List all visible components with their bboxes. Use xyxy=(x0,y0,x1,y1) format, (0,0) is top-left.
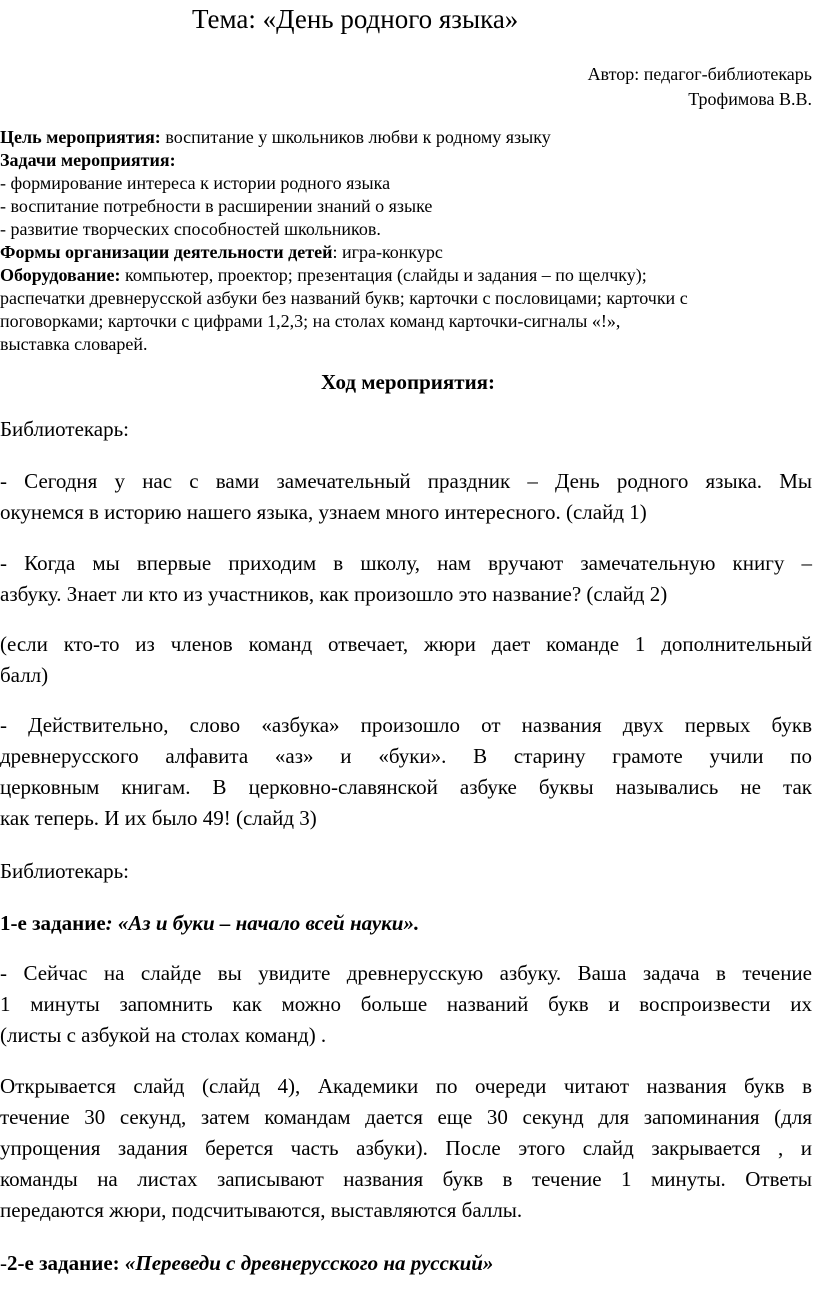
paragraph-line: балл) xyxy=(0,663,49,687)
equipment-line xyxy=(0,264,812,287)
author-block xyxy=(588,62,812,112)
equipment-text: компьютер, проектор; презентация (слайды и задания – по щелчку); xyxy=(120,265,647,285)
task-item: - воспитание потребности в расширении знаний о языке xyxy=(0,196,433,216)
task-heading-title: : «Аз и буки – начало всей науки». xyxy=(105,911,420,935)
speaker-label-text: Библиотекарь: xyxy=(0,859,130,883)
paragraph-line: окунемся в историю нашего языка, узнаем много интересного. (слайд 1) xyxy=(0,500,647,524)
equipment-line: поговорками; карточки с цифрами 1,2,3; на столах команд карточки-сигналы «!», xyxy=(0,311,621,331)
paragraph-line: (листы с азбукой на столах команд) . xyxy=(0,1023,327,1047)
paragraph-line: древнерусского алфавита «аз» и «буки». В старину грамоте учили по xyxy=(0,744,812,768)
paragraph xyxy=(0,1071,812,1226)
equipment-label: Оборудование: xyxy=(0,265,121,285)
paragraph-line: - Сегодня у нас с вами замечательный праздник – День родного языка. Мы xyxy=(0,469,812,493)
speaker-label xyxy=(0,414,812,445)
tasks-label xyxy=(0,149,812,172)
paragraph-line: как теперь. И их было 49! (слайд 3) xyxy=(0,806,317,830)
author-role: Автор: педагог-библиотекарь xyxy=(587,64,812,84)
task-item: - формирование интереса к истории родного языка xyxy=(0,173,391,193)
paragraph-line: азбуку. Знает ли кто из участников, как произошло это название? (слайд 2) xyxy=(0,582,668,606)
paragraph xyxy=(0,710,812,834)
speaker-label xyxy=(0,856,812,887)
paragraph-line: 1 минуты запомнить как можно больше названий букв и воспроизвести их xyxy=(0,992,812,1016)
paragraph xyxy=(0,466,812,528)
goal-label: Цель мероприятия: xyxy=(0,127,161,147)
equipment-line: выставка словарей. xyxy=(0,334,148,354)
forms-label: Формы организации деятельности детей xyxy=(0,242,333,262)
task-heading-label: 1-е задание xyxy=(0,911,106,935)
paragraph-line: команды на листах записывают названия букв в течение 1 минуты. Ответы xyxy=(0,1167,812,1191)
course-heading: Ход мероприятия: xyxy=(320,370,496,394)
paragraph-line: Открывается слайд (слайд 4), Академики по очереди читают названия букв в xyxy=(0,1074,812,1098)
paragraph-line: - Когда мы впервые приходим в школу, нам вручают замечательную книгу – xyxy=(0,551,812,575)
task-heading-title: «Переведи с древнерусского на русский» xyxy=(119,1251,494,1275)
paragraph-line: (если кто-то из членов команд отвечает, жюри дает команде 1 дополнительный xyxy=(0,632,812,656)
event-meta xyxy=(0,126,812,356)
paragraph xyxy=(0,958,812,1051)
speaker-label-text: Библиотекарь: xyxy=(0,417,130,441)
task-item: - развитие творческих способностей школьников. xyxy=(0,219,381,239)
task-heading-prefix: - xyxy=(0,1251,7,1275)
author-name: Трофимова В.В. xyxy=(688,89,812,109)
paragraph xyxy=(0,548,812,610)
paragraph-line: течение 30 секунд, затем командам дается еще 30 секунд для запоминания (для xyxy=(0,1105,812,1129)
goal-text: воспитание у школьников любви к родному языку xyxy=(160,127,551,147)
paragraph-line: упрощения задания берется часть азбуки). После этого слайд закрывается , и xyxy=(0,1136,812,1160)
task-heading-label: 2-е задание: xyxy=(7,1251,120,1275)
paragraph-line: - Сейчас на слайде вы увидите древнерусскую азбуку. Ваша задача в течение xyxy=(0,961,812,985)
forms-text: : игра-конкурс xyxy=(332,242,443,262)
paragraph-line: - Действительно, слово «азбука» произошло от названия двух первых букв xyxy=(0,713,812,737)
paragraph xyxy=(0,629,812,691)
tasks-label-text: Задачи мероприятия: xyxy=(0,150,176,170)
task-heading xyxy=(0,1248,812,1279)
document-title: Тема: «День родного языка» xyxy=(192,4,519,34)
equipment-line: распечатки древнерусской азбуки без названий букв; карточки с пословицами; карточки с xyxy=(0,288,688,308)
task-heading xyxy=(0,908,812,939)
forms-line xyxy=(0,241,812,264)
goal-line xyxy=(0,126,812,149)
paragraph-line: передаются жюри, подсчитываются, выставляются баллы. xyxy=(0,1198,523,1222)
paragraph-line: церковным книгам. В церковно-славянской азбуке буквы назывались не так xyxy=(0,775,812,799)
